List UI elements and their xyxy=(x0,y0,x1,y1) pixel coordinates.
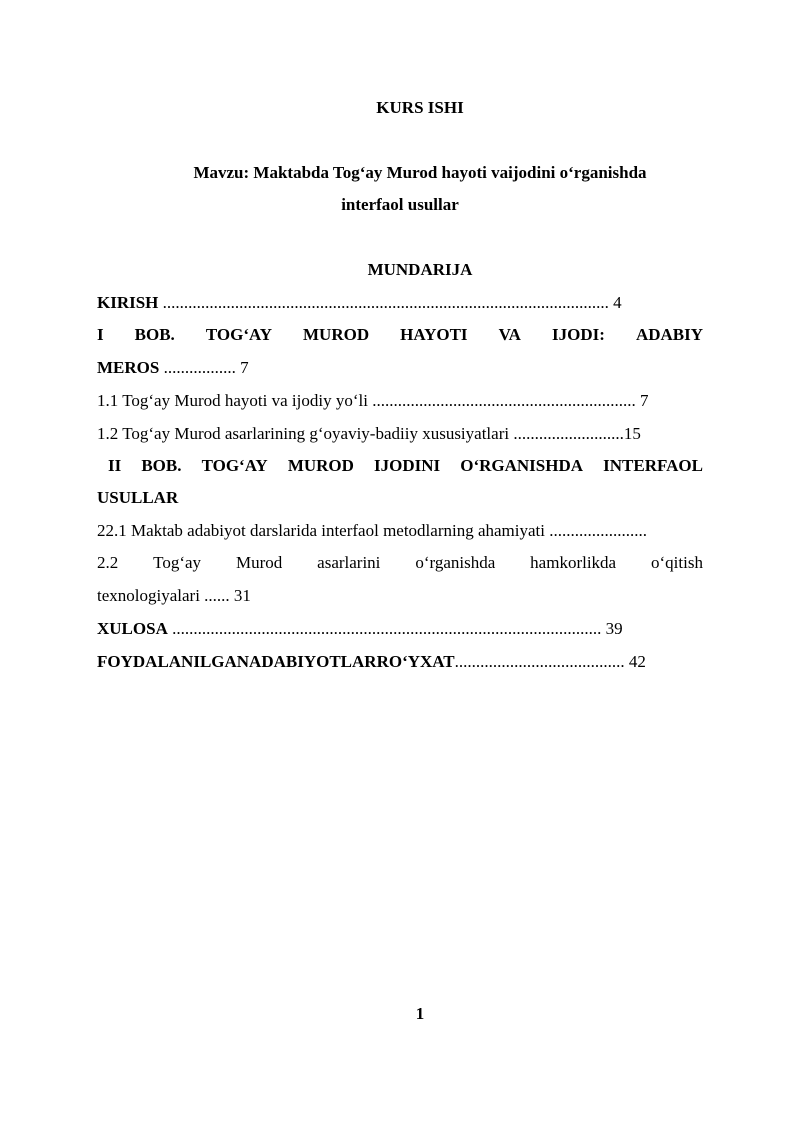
toc-entry-1-1: 1.1 Tog‘ay Murod hayoti va ijodiy yo‘li .............................................................. 7 xyxy=(97,391,649,410)
toc-word: ADABIY xyxy=(635,325,703,344)
subject-line-1: Mavzu: Maktabda Tog‘ay Murod hayoti vaijodini o‘rganishda xyxy=(193,163,647,182)
toc-word: o‘rganishda xyxy=(415,553,496,572)
toc-word: TOG‘AY xyxy=(201,456,268,475)
toc-word: 2.2 xyxy=(97,553,119,572)
toc-word: Tog‘ay xyxy=(153,553,202,572)
toc-word: HAYOTI xyxy=(400,325,468,344)
toc-entry-1-2: 1.2 Tog‘ay Murod asarlarining g‘oyaviy-badiiy xususiyatlari ..........................15 xyxy=(97,424,641,443)
toc-entry-leader: ......................................................................................................... 4 xyxy=(158,293,622,312)
toc-entry-kirish xyxy=(97,292,703,314)
toc-word: BOB. xyxy=(141,456,182,475)
document-title: KURS ISHI xyxy=(376,98,464,117)
toc-entry-label: FOYDALANILGANADABIYOTLARRO‘YXAT xyxy=(97,652,455,671)
toc-entry-label: MEROS xyxy=(97,358,160,377)
toc-heading: MUNDARIJA xyxy=(367,260,473,279)
toc-word: TOG‘AY xyxy=(205,325,272,344)
toc-word: o‘qitish xyxy=(651,553,703,572)
toc-entry-bob1-line1 xyxy=(97,324,703,346)
toc-word: I xyxy=(97,325,104,344)
toc-entry-xulosa xyxy=(97,618,703,640)
page-number: 1 xyxy=(415,1004,425,1023)
toc-entry-2-2-line1 xyxy=(97,552,703,574)
toc-entry-leader: ................. 7 xyxy=(159,358,249,377)
toc-word: Murod xyxy=(235,553,283,572)
toc-entry-label: XULOSA xyxy=(97,619,168,638)
toc-entry-bob2-line2: USULLAR xyxy=(97,488,179,507)
toc-word: II xyxy=(108,456,122,475)
subject-line-2: interfaol usullar xyxy=(341,195,459,214)
toc-entry-2-2-line2: texnologiyalari ...... 31 xyxy=(97,586,251,605)
toc-word: INTERFAOL xyxy=(603,456,703,475)
toc-word: VA xyxy=(498,325,521,344)
toc-entry-bob2-line1 xyxy=(108,455,703,477)
toc-entry-2-1: 22.1 Maktab adabiyot darslarida interfaol metodlarning ahamiyati ....................... xyxy=(97,521,647,540)
toc-word: O‘RGANISHDA xyxy=(460,456,584,475)
toc-entry-bob1-line2 xyxy=(97,357,703,379)
toc-entry-leader: ..................................................................................................... 39 xyxy=(167,619,623,638)
toc-word: BOB. xyxy=(134,325,175,344)
toc-word: IJODI: xyxy=(552,325,605,344)
toc-word: MUROD xyxy=(287,456,354,475)
toc-entry-foydalanilgan xyxy=(97,651,703,673)
toc-word: asarlarini xyxy=(317,553,381,572)
toc-word: hamkorlikda xyxy=(530,553,617,572)
toc-word: IJODINI xyxy=(374,456,441,475)
toc-entry-label: KIRISH xyxy=(97,293,159,312)
toc-word: MUROD xyxy=(303,325,370,344)
toc-entry-leader: ........................................ 42 xyxy=(454,652,646,671)
